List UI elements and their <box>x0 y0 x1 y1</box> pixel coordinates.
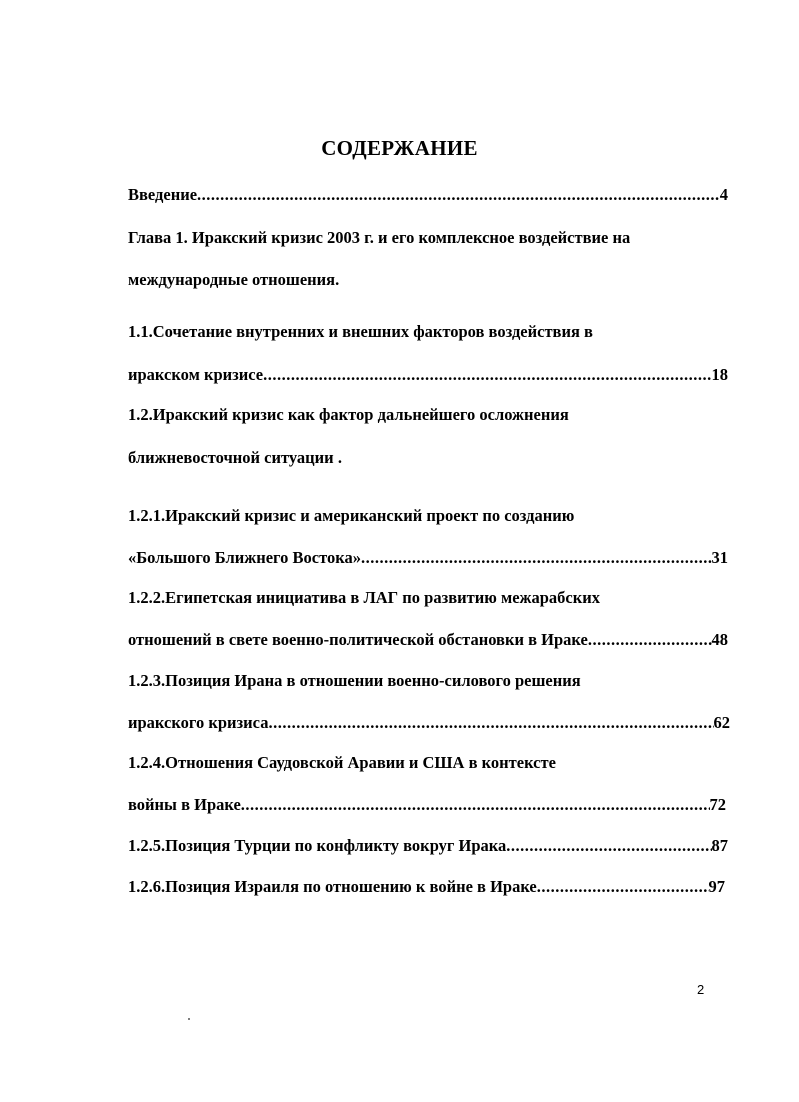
toc-entry-1-2-3-line-2 <box>128 713 730 733</box>
toc-page-number: 97 <box>708 877 725 896</box>
dot-leader <box>506 836 711 856</box>
toc-entry-text: 1.2.5.Позиция Турции по конфликту вокруг Ирака <box>128 836 507 855</box>
dot-leader <box>241 795 710 815</box>
dot-leader <box>537 877 709 897</box>
toc-entry-1-2-2-line-2 <box>128 630 728 650</box>
toc-entry-1-1-line-1: 1.1.Сочетание внутренних и внешних факторов воздействия в <box>128 322 593 341</box>
toc-page-number: 72 <box>709 795 726 814</box>
dot-leader <box>197 185 720 205</box>
dot-leader <box>263 365 711 385</box>
toc-entry-text: «Большого Ближнего Востока» <box>128 548 361 567</box>
toc-entry-chapter-1-line-1: Глава 1. Иракский кризис 2003 г. и его комплексное воздействие на <box>128 228 631 247</box>
page-number: 2 <box>697 982 705 997</box>
toc-entry-1-2-4-line-1: 1.2.4.Отношения Саудовской Аравии и США в контексте <box>128 753 556 772</box>
toc-entry-text: отношений в свете военно-политической обстановки в Ираке <box>128 630 588 649</box>
toc-entry-introduction <box>128 185 728 205</box>
toc-entry-1-2-3-line-1: 1.2.3.Позиция Ирана в отношении военно-силового решения <box>128 671 581 690</box>
toc-entry-chapter-1-line-2: международные отношения. <box>128 270 340 289</box>
toc-entry-1-2-line-2: ближневосточной ситуации . <box>128 448 342 467</box>
toc-entry-text: иракского кризиса <box>128 713 269 732</box>
scan-artifact-dot <box>188 1018 190 1020</box>
toc-entry-1-2-4-line-2 <box>128 795 726 815</box>
toc-entry-text: 1.2.6.Позиция Израиля по отношению к войне в Ираке <box>128 877 537 896</box>
dot-leader <box>361 548 712 568</box>
toc-entry-1-2-1-line-2 <box>128 548 728 568</box>
toc-entry-text: Введение <box>128 185 198 204</box>
toc-page-number: 48 <box>711 630 728 649</box>
toc-entry-1-2-line-1: 1.2.Иракский кризис как фактор дальнейшего осложнения <box>128 405 569 424</box>
toc-page-number: 87 <box>711 836 728 855</box>
toc-entry-1-2-6 <box>128 877 725 897</box>
toc-page-number: 18 <box>711 365 728 384</box>
toc-entry-text: войны в Ираке <box>128 795 241 814</box>
toc-title: СОДЕРЖАНИЕ <box>321 136 478 160</box>
toc-entry-1-2-2-line-1: 1.2.2.Египетская инициатива в ЛАГ по развитию межарабских <box>128 588 601 607</box>
toc-page-number: 4 <box>719 185 728 204</box>
toc-page-number: 62 <box>713 713 730 732</box>
toc-entry-text: иракском кризисе <box>128 365 264 384</box>
toc-page-number: 31 <box>711 548 728 567</box>
toc-entry-1-1-line-2 <box>128 365 728 385</box>
toc-entry-1-2-1-line-1: 1.2.1.Иракский кризис и американский проект по созданию <box>128 506 575 525</box>
dot-leader <box>588 630 712 650</box>
toc-entry-1-2-5 <box>128 836 728 856</box>
dot-leader <box>268 713 713 733</box>
